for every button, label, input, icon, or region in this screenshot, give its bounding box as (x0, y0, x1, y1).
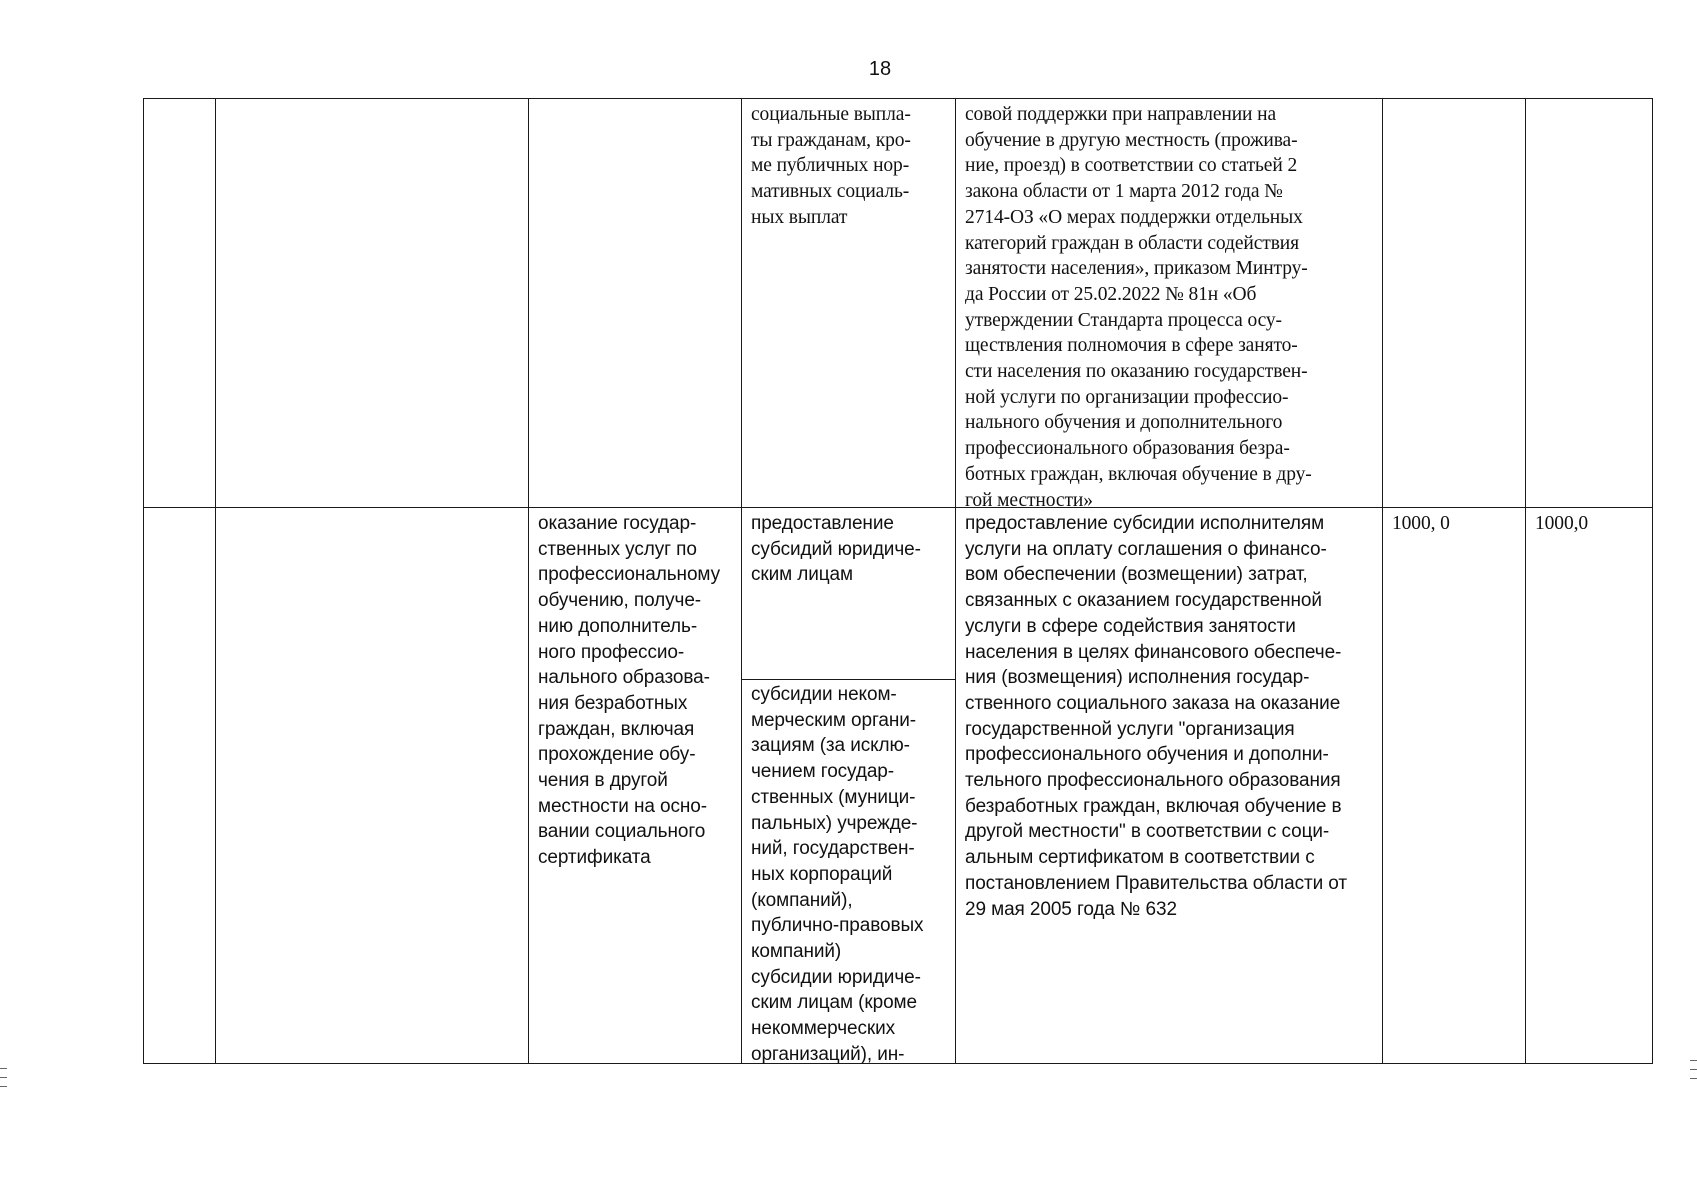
table-border-top (143, 98, 1653, 99)
table-border-right (1652, 98, 1653, 1064)
row2-budget-type-top-cell: предоставление субсидий юридиче- ским лицам (751, 513, 921, 586)
row2-service-description-cell: оказание государ- ственных услуг по профессиональному обучению, получе- нию дополнитель- ного профессио- нального образова- ния безработных граждан, включая прохождение обу- чения в другой местности на осно- вании социального сертификата (538, 513, 720, 869)
column-divider-6 (1525, 98, 1526, 1064)
subrow-divider (741, 679, 955, 680)
row1-budget-type-cell: социальные выпла- ты гражданам, кро- ме публичных нор- мативных социаль- ных выплат (751, 104, 911, 228)
row2-budget-type-bottom-cell: субсидии неком- мерческим органи- зациям (за исклю- чением государ- ственных (муници- пальных) учрежде- ний, государствен- ных корпораций (компаний), публично-правовых компаний) субсидии юридиче- ским лицам (кроме некоммерческих организаций), ин- (751, 684, 924, 1065)
row2-legal-basis-cell: предоставление субсидии исполнителям услуги на оплату соглашения о финансо- вом обеспечении (возмещении) затрат, связанных с оказанием государственной услуги в сфере содействия занятости населения в целях финансового обеспече- ния (возмещения) исполнения государ- ственного социального заказа на оказание государственной услуги "организация профессионального обучения и дополни- тельного профессионального образования безработных граждан, включая обучение в другой местности" в соответствии с соци- альным сертификатом в соответствии с постановлением Правительства области от 29 мая 2005 года № 632 (965, 513, 1347, 920)
table-border-left (143, 98, 144, 1064)
row-divider (143, 507, 1653, 508)
column-divider-4 (955, 98, 956, 1064)
row1-legal-basis-cell: совой поддержки при направлении на обучение в другую местность (прожива- ние, проезд) в соответствии со статьей 2 закона области от 1 марта 2012 года № 2714-ОЗ «О мерах поддержки отдельных категорий граждан в области содействия занятости населения», приказом Минтру- да России от 25.02.2022 № 81н «Об утверждении Стандарта процесса осу- ществления полномочия в сфере занято- сти населения по оказанию государствен- ной услуги по организации профессио- нального обучения и дополнительного профессионального образования безра- ботных граждан, включая обучение в дру- гой местности» (965, 104, 1312, 511)
row2-amount-total-cell: 1000,0 (1535, 513, 1589, 534)
page-number: 18 (868, 58, 892, 80)
row2-amount-cell: 1000, 0 (1392, 513, 1450, 534)
column-divider-1 (215, 98, 216, 1064)
column-divider-2 (528, 98, 529, 1064)
